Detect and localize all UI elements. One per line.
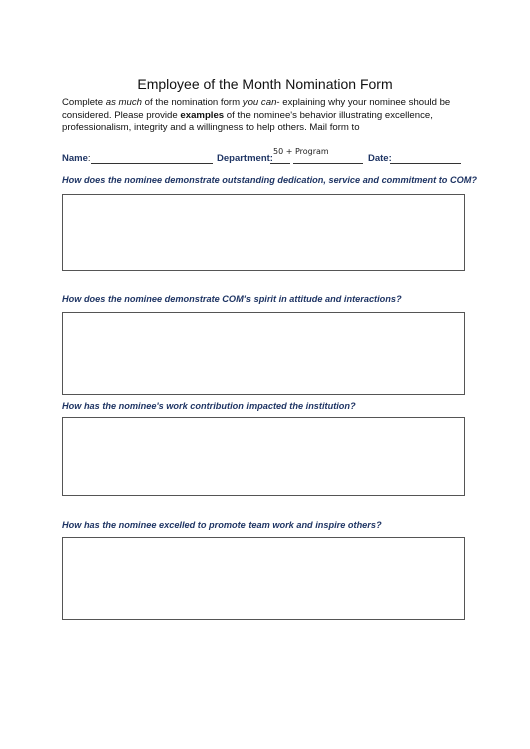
emphasis-as-much: as much [105,97,142,108]
intro-paragraph: Complete as much of the nomination form you can- explaining why your nominee should be considered. Please provide examples of the nominee's behavior illustrating excellence, professionalism, integrity and a willingness to help others. Mail form to [62,97,451,134]
department-value-note: 50 + Program [273,147,329,156]
nominee-fields-row [0,146,530,170]
answer-box-impact[interactable] [62,417,465,496]
date-label: Date: [368,153,392,164]
form-title: Employee of the Month Nomination Form [137,76,393,92]
question-spirit: How does the nominee demonstrate COM's spirit in attitude and interactions? [62,294,402,304]
department-label: Department: [217,153,273,164]
name-label: Name: [62,153,91,164]
answer-box-dedication[interactable] [62,194,465,271]
name-field[interactable] [91,163,213,164]
question-teamwork: How has the nominee excelled to promote team work and inspire others? [62,520,382,530]
emphasis-you-can: you can [242,97,277,108]
answer-box-teamwork[interactable] [62,537,465,620]
date-field[interactable] [390,163,461,164]
question-dedication: How does the nominee demonstrate outstanding dedication, service and commitment to COM? [62,175,478,185]
question-impact: How has the nominee's work contribution impacted the institution? [62,401,356,411]
answer-box-spirit[interactable] [62,312,465,395]
department-field-part2[interactable] [293,163,363,164]
emphasis-examples: examples [180,109,225,121]
department-field-part1[interactable] [270,163,290,164]
